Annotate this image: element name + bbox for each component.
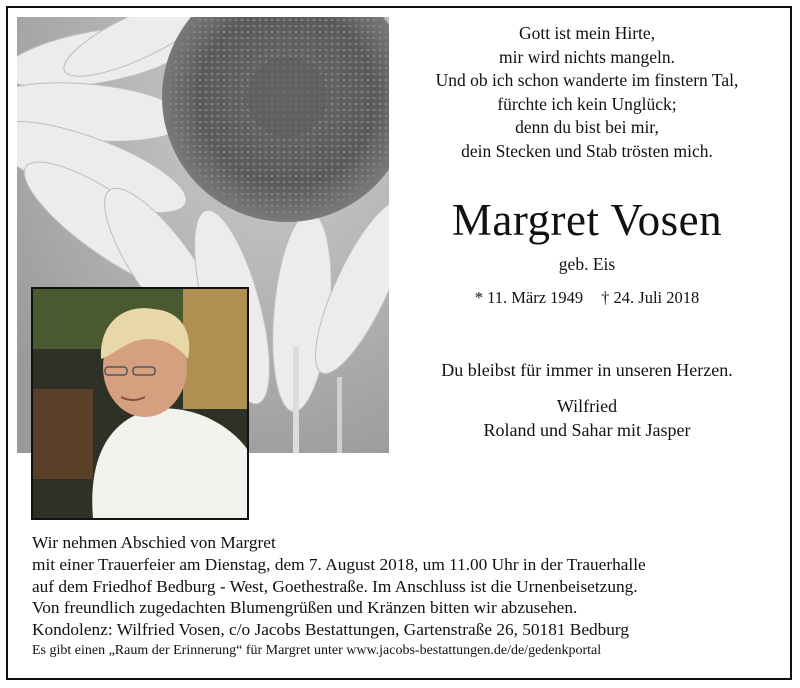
family-line: Roland und Sahar mit Jasper xyxy=(483,420,691,440)
psalm-line: dein Stecken und Stab trösten mich. xyxy=(461,140,713,161)
family-signatures xyxy=(392,394,782,442)
psalm-line: Gott ist mein Hirte, xyxy=(518,23,656,43)
funeral-notice xyxy=(32,532,782,661)
memorial-link-text: Es gibt einen „Raum der Erinnerung“ für Margret unter www.jacobs-bestattungen.de/de/gedenkportal xyxy=(32,642,602,658)
notice-line: mit einer Trauerfeier am Dienstag, dem 7. August 2018, um 11.00 Uhr in der Trauerhalle xyxy=(32,554,646,574)
portrait-photo xyxy=(31,287,249,520)
memorial-message: Du bleibst für immer in unseren Herzen. xyxy=(441,360,733,380)
psalm-verse xyxy=(392,22,782,163)
birth-date: * 11. März 1949 xyxy=(474,288,584,307)
psalm-line: mir wird nichts mangeln. xyxy=(499,46,675,67)
birth-name: geb. Eis xyxy=(558,254,616,274)
psalm-line: denn du bist bei mir, xyxy=(515,117,659,137)
notice-line: Kondolenz: Wilfried Vosen, c/o Jacobs Bestattungen, Gartenstraße 26, 50181 Bedburg xyxy=(32,620,629,640)
psalm-line: fürchte ich kein Unglück; xyxy=(497,93,677,114)
deceased-name: Margret Vosen xyxy=(451,195,723,245)
psalm-line: Und ob ich schon wanderte im finstern Tal, xyxy=(435,70,739,90)
death-date: † 24. Juli 2018 xyxy=(601,288,700,307)
notice-line: Von freundlich zugedachten Blumengrüßen und Kränzen bitten wir abzusehen. xyxy=(32,598,578,618)
life-dates xyxy=(392,286,782,310)
notice-line: Wir nehmen Abschied von Margret xyxy=(32,533,276,552)
notice-line: auf dem Friedhof Bedburg - West, Goethestraße. Im Anschluss ist die Urnenbeisetzung. xyxy=(32,576,638,596)
family-line: Wilfried xyxy=(556,396,618,416)
